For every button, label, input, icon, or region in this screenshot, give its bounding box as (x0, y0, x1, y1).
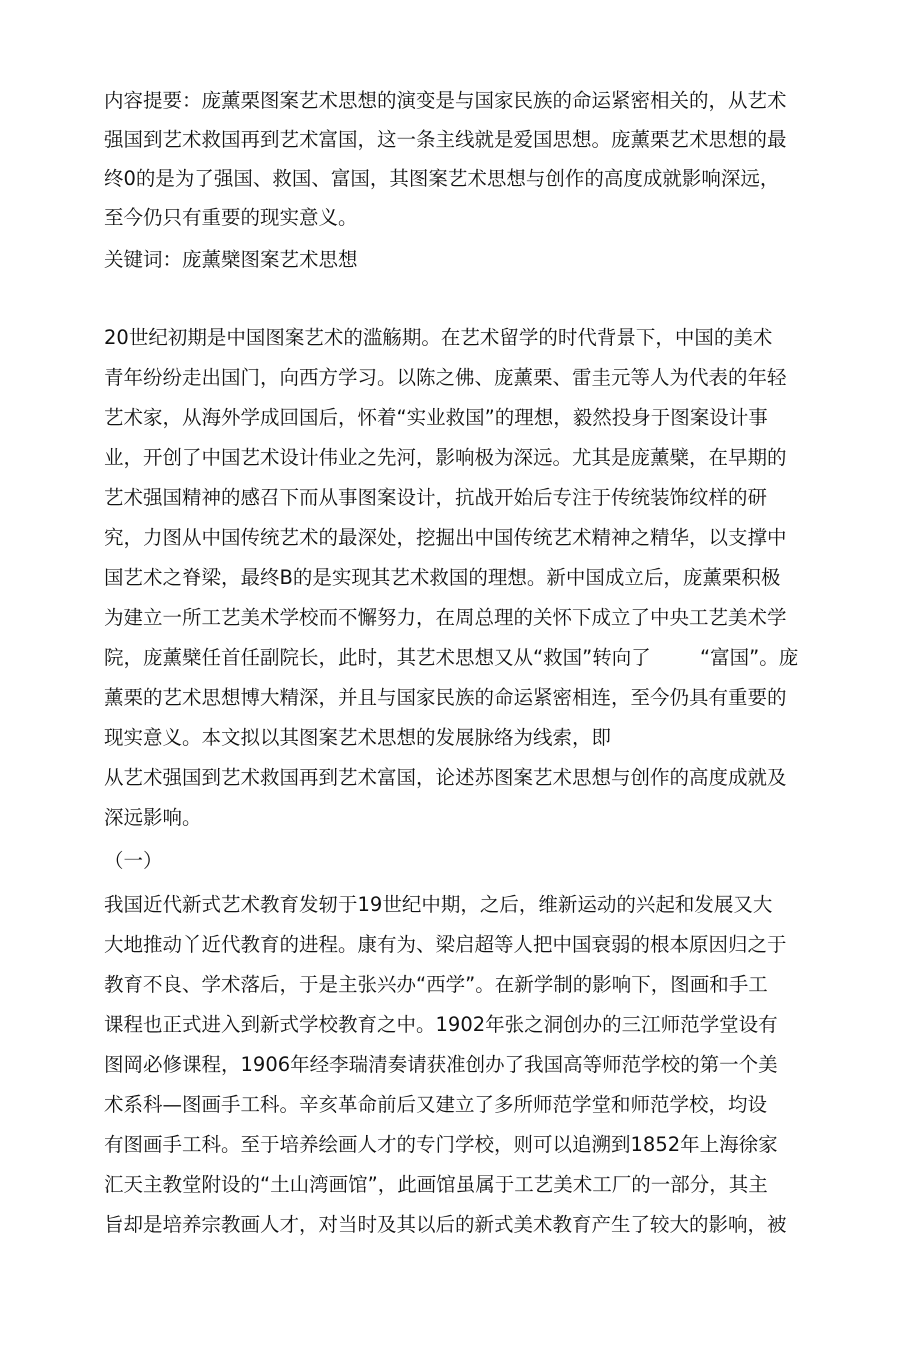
section-marker: （一） (104, 849, 163, 872)
section1-line: 课程也正式进入到新式学校教育之中。1902年张之洞创办的三江师范学堂设有 (104, 1013, 778, 1036)
intro-line: 院，庞薰檗任首任副院长，此时，其艺术思想又从“救国”转向了 (104, 646, 651, 669)
intro-line: 艺术强国精神的感召下而从事图案设计，抗战开始后专注于传统装饰纹样的研 (104, 486, 768, 509)
intro-line: 20世纪初期是中国图案艺术的滥觞期。在艺术留学的时代背景下，中国的美术 (104, 326, 773, 349)
intro-line: 国艺术之脊梁，最终B的是实现其艺术救国的理想。新中国成立后，庞薰栗积极 (104, 566, 781, 589)
intro-line: 深远影响。 (104, 806, 202, 829)
section1-line: 有图画手工科。至于培养绘画人才的专门学校，则可以追溯到1852年上海徐家 (104, 1133, 778, 1156)
abstract-line: 至今仍只有重要的现实意义。 (104, 206, 358, 229)
abstract-line: 终0的是为了强国、救国、富国，其图案艺术思想与创作的高度成就影响深远， (104, 167, 780, 190)
section1-line: 我国近代新式艺术教育发轫于19世纪中期，之后，维新运动的兴起和发展又大 (104, 893, 773, 916)
intro-line: 艺术家，从海外学成回国后，怀着“实业救国”的理想，毅然投身于图案设计事 (104, 406, 768, 429)
section1-line: 大地推动丫近代教育的进程。康有为、梁启超等人把中国衰弱的根本原因归之于 (104, 933, 787, 956)
intro-line: 从艺术强国到艺术救国再到艺术富国，论述苏图案艺术思想与创作的高度成就及 (104, 766, 787, 789)
intro-line: 现实意义。本文拟以其图案艺术思想的发展脉络为线索，即 (104, 726, 612, 749)
abstract-line: 强国到艺术救国再到艺术富国，这一条主线就是爱国思想。庞薰栗艺术思想的最 (104, 128, 787, 151)
intro-line-tail: “富国”。庞 (700, 646, 799, 669)
keywords-line: 关键词：庞薰檗图案艺术思想 (104, 248, 358, 271)
intro-line: 薰栗的艺术思想博大精深，并且与国家民族的命运紧密相连，至今仍具有重要的 (104, 686, 787, 709)
section1-line: 术系科—图画手工科。辛亥革命前后又建立了多所师范学堂和师范学校，均设 (104, 1093, 768, 1116)
abstract-line: 内容提要：庞薰栗图案艺术思想的演变是与国家民族的命运紧密相关的，从艺术 (104, 89, 787, 112)
intro-line: 究，力图从中国传统艺术的最深处，挖掘出中国传统艺术精神之精华，以支撑中 (104, 526, 787, 549)
intro-line: 青年纷纷走出国门，向西方学习。以陈之佛、庞薰栗、雷圭元等人为代表的年轻 (104, 366, 787, 389)
intro-line: 为建立一所工艺美术学校而不懈努力，在周总理的关怀下成立了中央工艺美术学 (104, 606, 787, 629)
section1-line: 图岡必修课程，1906年经李瑞清奏请获准创办了我国高等师范学校的第一个美 (104, 1053, 778, 1076)
section1-line: 旨却是培养宗教画人才，对当时及其以后的新式美术教育产生了较大的影响，被 (104, 1213, 787, 1236)
section1-line: 教育不良、学术落后，于是主张兴办“西学”。在新学制的影响下，图画和手工 (104, 973, 768, 996)
intro-line: 业，开创了中国艺术设计伟业之先河，影响极为深远。尤其是庞薰檗，在早期的 (104, 446, 787, 469)
section1-line: 汇天主教堂附设的“土山湾画馆”，此画馆虽属于工艺美术工厂的一部分，其主 (104, 1173, 768, 1196)
